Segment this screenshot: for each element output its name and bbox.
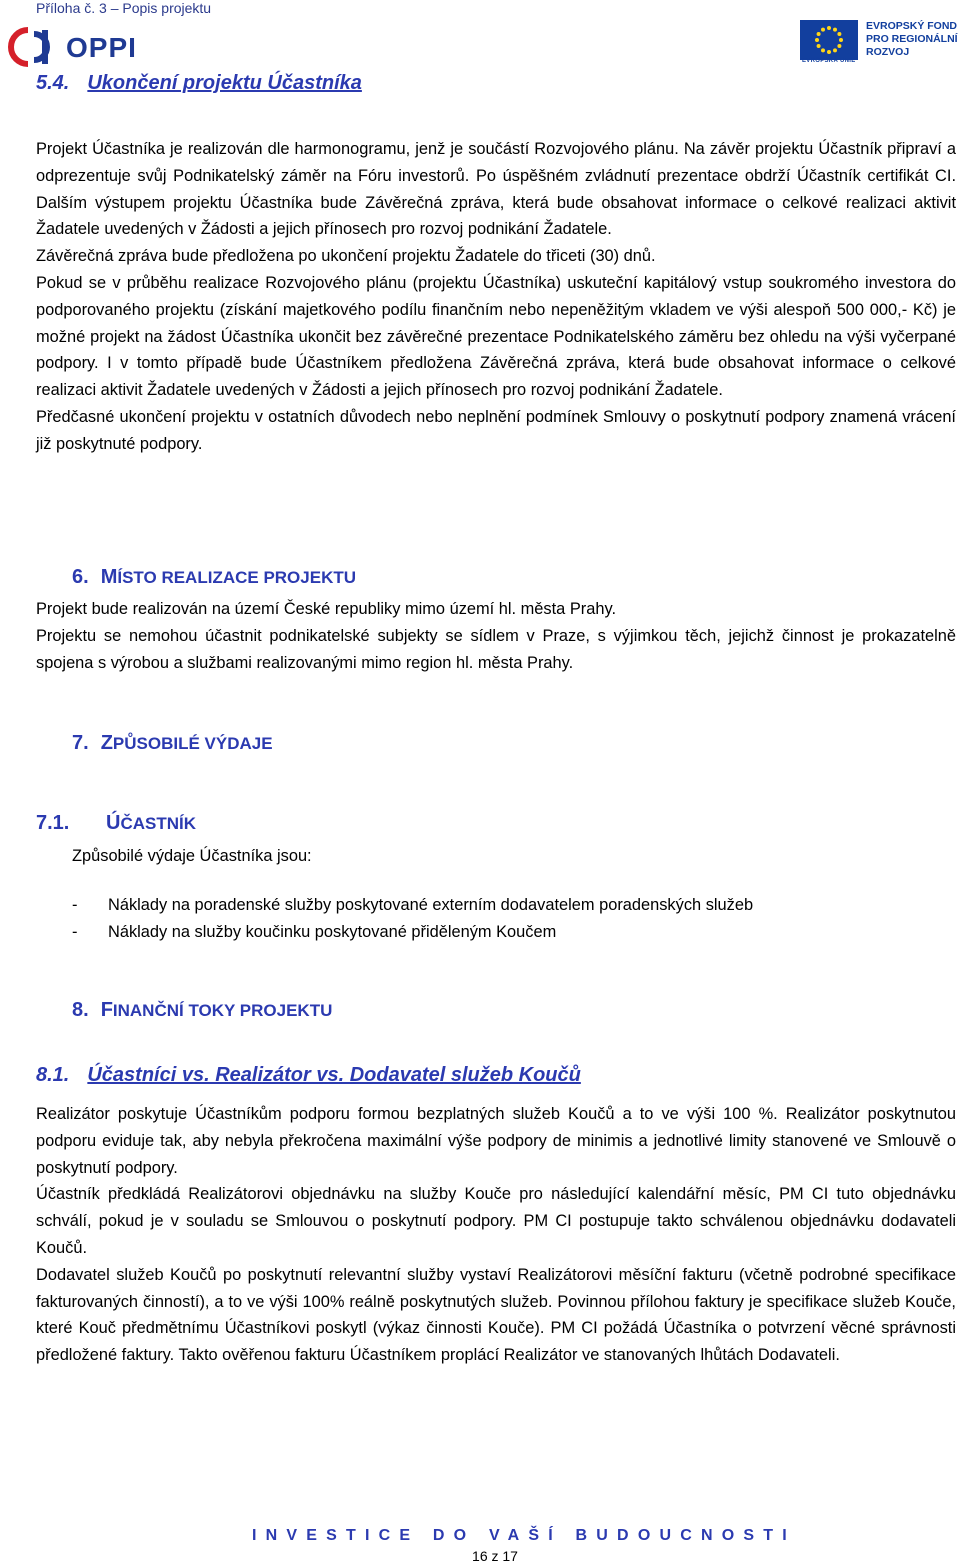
section-number: 8.1.	[36, 1064, 70, 1086]
section-title: Ukončení projektu Účastníka	[87, 72, 362, 94]
list-dash: -	[72, 922, 78, 941]
section-title-initial: Ú	[106, 812, 121, 834]
section-title-rest: ÍSTO REALIZACE PROJEKTU	[117, 568, 357, 587]
page-number: 16 z 17	[472, 1548, 518, 1564]
oppi-logo	[8, 24, 168, 70]
section-number: 5.4.	[36, 72, 70, 94]
section-8-1-heading	[36, 1064, 581, 1087]
eligible-costs-list	[72, 892, 952, 946]
paragraph: Dodavatel služeb Koučů po poskytnutí relevantní služby vystaví Realizátorovi měsíční fakturu (včetně podrobné specifikace fakturovaných činností), a to ve výši 100% reálně poskytnutých služeb. Povinnou přílohou faktury je specifikace služeb Kouče, které Kouč předmětnímu Účastníkovi poskytl (výkaz činnosti Kouče). PM CI požádá Účastníka o potvrzení věcné správnosti předložené faktury. Takto ověřenou fakturu Účastníkem proplácí Realizátor ve stanovaných lhůtách Dodavateli.	[36, 1265, 956, 1365]
list-dash: -	[72, 896, 78, 914]
paragraph: Předčasné ukončení projektu v ostatních důvodech nebo neplnění podmínek Smlouvy o poskytnutí podpory znamená vrácení již poskytnuté podpory.	[36, 407, 956, 453]
paragraph: Projektu se nemohou účastnit podnikatelské subjekty se sídlem v Praze, s výjimkou těch, jejichž činnost je prokazatelně spojena s výrobou a službami realizovanými mimo region hl. města Prahy.	[36, 626, 956, 672]
section-title-initial: Z	[100, 732, 113, 754]
paragraph: Způsobilé výdaje Účastníka jsou:	[72, 847, 312, 865]
section-7-1-body	[72, 843, 952, 870]
eu-fund-line-3: ROZVOJ	[866, 46, 910, 58]
section-title-rest: ČASTNÍK	[120, 814, 197, 833]
section-number: 7.1.	[36, 812, 70, 834]
paragraph: Projekt bude realizován na území České republiky mimo území hl. města Prahy.	[36, 600, 616, 618]
eu-union-label: EVROPSKÁ UNIE	[802, 58, 856, 64]
paragraph: Realizátor poskytuje Účastníkům podporu formou bezplatných služeb Koučů a to ve výši 100 %. Realizátor poskytnutou podporu eviduje tak, aby nebyla překročena maximální výše podpory de minimis a jednotlivé limity stanovené ve Smlouvě o poskytnutí podpory.	[36, 1105, 956, 1177]
section-title-initial: F	[100, 999, 113, 1021]
list-item-text: Náklady na poradenské služby poskytované externím dodavatelem poradenských služeb	[108, 896, 754, 914]
eu-flag-icon	[800, 20, 858, 60]
section-5-4-body	[36, 136, 956, 458]
list-item	[72, 919, 952, 946]
paragraph: Pokud se v průběhu realizace Rozvojového plánu (projektu Účastníka) uskuteční kapitálový vstup soukromého investora do podporovaného projektu (získání majetkového podílu finančním nebo nepeněžitým vkladem ve výši alespoň 500 000,- Kč) je možné projekt na žádost Účastníka ukončit bez závěrečné prezentace Podnikatelského záměru bez ohledu na výši vyčerpané podpory. I v tomto případě bude Účastníkem předložena Závěrečná zpráva, která bude obsahovat informace o celkové realizaci aktivit Žadatele uvedených v Žádosti a jejich přínosech pro rozvoj podnikání Žadatele.	[36, 273, 956, 400]
section-7-1-heading	[36, 812, 196, 835]
paragraph: Projekt Účastníka je realizován dle harmonogramu, jenž je součástí Rozvojového plánu. Na závěr projektu Účastník připraví a odprezentuje svůj Podnikatelský záměr na Fóru investorů. Po úspěšném zvládnutí prezentace obdrží Účastník certifikát CI. Dalším výstupem projektu Účastníka bude Závěrečná zpráva, která bude obsahovat informace o celkové realizaci aktivit Žadatele uvedených v Žádosti a jejich přínosech pro rozvoj podnikání Žadatele.	[36, 140, 956, 239]
section-title-rest: PŮSOBILÉ VÝDAJE	[112, 734, 273, 753]
section-5-4-heading	[36, 72, 362, 95]
paragraph: Účastník předkládá Realizátorovi objednávku na služby Kouče pro následující kalendářní měsíc, PM CI tuto objednávku schválí, pokud je v souladu se Smlouvou o poskytnutí podpory. PM CI postupuje takto schválenou objednávku dodavateli Koučů.	[36, 1185, 956, 1257]
list-item-text: Náklady na služby koučinku poskytované přiděleným Koučem	[108, 922, 557, 941]
section-6-heading	[72, 566, 356, 589]
section-8-1-body	[36, 1101, 956, 1369]
eu-fund-line-2: PRO REGIONÁLNÍ	[866, 33, 958, 45]
section-6-body	[36, 596, 956, 676]
section-title: Účastníci vs. Realizátor vs. Dodavatel služeb Koučů	[87, 1064, 581, 1086]
eu-fund-label	[866, 20, 960, 59]
section-title-initial: M	[100, 566, 118, 588]
eu-fund-line-1: EVROPSKÝ FOND	[866, 20, 958, 32]
eu-fund-logo	[800, 20, 958, 66]
section-7-heading	[72, 732, 273, 755]
attachment-label: Příloha č. 3 – Popis projektu	[36, 0, 212, 16]
oppi-logo-text: OPPI	[66, 32, 137, 63]
section-8-heading	[72, 999, 332, 1022]
section-title-rest: INANČNÍ TOKY PROJEKTU	[112, 1001, 333, 1020]
section-number: 7.	[72, 732, 89, 754]
paragraph: Závěrečná zpráva bude předložena po ukončení projektu Žadatele do třiceti (30) dnů.	[36, 247, 656, 266]
section-number: 6.	[72, 566, 89, 588]
list-item	[72, 892, 952, 919]
section-number: 8.	[72, 999, 89, 1021]
footer-slogan: INVESTICE DO VAŠÍ BUDOUCNOSTI	[252, 1527, 796, 1544]
